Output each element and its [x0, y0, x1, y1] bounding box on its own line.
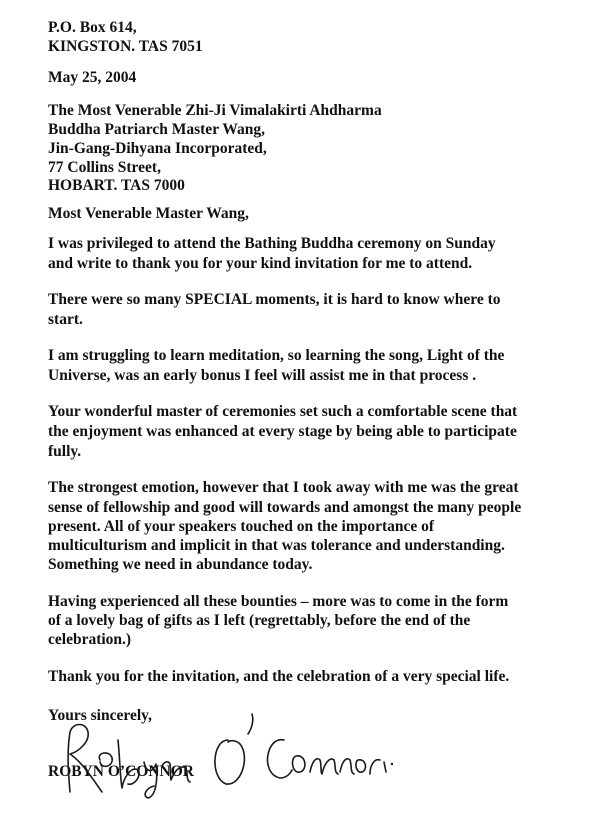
- paragraph-5-line-1: The strongest emotion, however that I took away with me was the great: [48, 479, 519, 496]
- paragraph-5-line-2: sense of fellowship and good will towards and amongst the many people: [48, 499, 522, 516]
- paragraph-5-line-4: multiculturism and implicit in that was tolerance and understanding.: [48, 537, 505, 554]
- paragraph-1-line-2: and write to thank you for your kind invitation for me to attend.: [48, 255, 473, 272]
- paragraph-6-line-3: celebration.): [48, 631, 132, 648]
- paragraph-6-line-2: of a lovely bag of gifts as I left (regrettably, before the end of the: [48, 612, 471, 629]
- signer-name: ROBYN O’CONNOR: [48, 763, 194, 780]
- salutation: Most Venerable Master Wang,: [48, 205, 249, 222]
- paragraph-2-line-2: start.: [48, 311, 83, 328]
- paragraph-6-line-1: Having experienced all these bounties – more was to come in the form: [48, 593, 509, 610]
- paragraph-4-line-1: Your wonderful master of ceremonies set such a comfortable scene that: [48, 403, 518, 420]
- recipient-line-4: 77 Collins Street,: [48, 159, 161, 176]
- paragraph-1-line-1: I was privileged to attend the Bathing Buddha ceremony on Sunday: [48, 235, 496, 252]
- paragraph-2-line-1: There were so many SPECIAL moments, it is hard to know where to: [48, 291, 501, 308]
- recipient-line-1: The Most Venerable Zhi-Ji Vimalakirti Ahdharma: [48, 102, 382, 119]
- sender-address-line-2: KINGSTON. TAS 7051: [48, 38, 203, 55]
- signature: [40, 700, 400, 800]
- recipient-line-5: HOBART. TAS 7000: [48, 177, 185, 194]
- signature-scribble: [40, 700, 400, 800]
- recipient-line-2: Buddha Patriarch Master Wang,: [48, 121, 266, 138]
- paragraph-5-line-5: Something we need in abundance today.: [48, 556, 313, 573]
- paragraph-4-line-3: fully.: [48, 443, 82, 460]
- paragraph-5-line-3: present. All of your speakers touched on the importance of: [48, 518, 435, 535]
- paragraph-3-line-1: I am struggling to learn meditation, so learning the song, Light of the: [48, 347, 505, 364]
- paragraph-7-line-1: Thank you for the invitation, and the celebration of a very special life.: [48, 668, 510, 685]
- sender-address-line-1: P.O. Box 614,: [48, 19, 137, 36]
- paragraph-4-line-2: the enjoyment was enhanced at every stage by being able to participate: [48, 423, 517, 440]
- letter-date: May 25, 2004: [48, 69, 137, 86]
- closing: Yours sincerely,: [48, 707, 152, 724]
- recipient-line-3: Jin-Gang-Dihyana Incorporated,: [48, 140, 267, 157]
- paragraph-3-line-2: Universe, was an early bonus I feel will assist me in that process .: [48, 367, 477, 384]
